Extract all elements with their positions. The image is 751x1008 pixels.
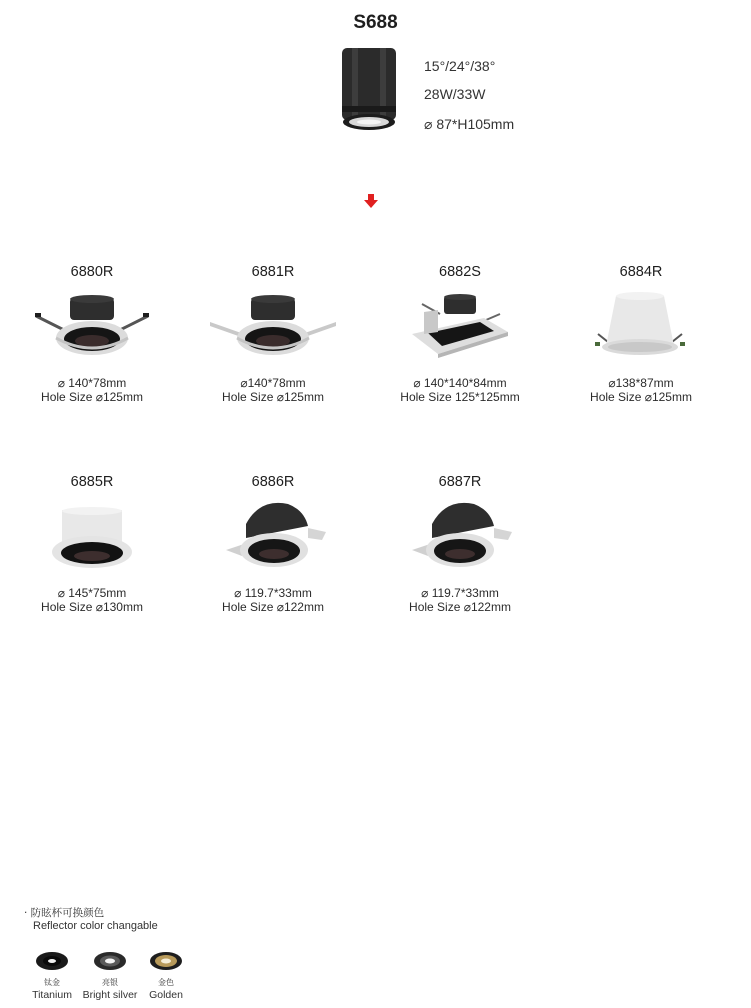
6887r-image: [410, 498, 514, 572]
6886r-image: [224, 498, 328, 572]
6881r-hole-size: Hole Size ⌀125mm: [222, 390, 324, 404]
6886r-dimensions: ⌀ 119.7*33mm: [234, 586, 312, 600]
swatch-bright-silver-cn: 亮银: [102, 978, 118, 987]
6880r-image: [32, 294, 152, 358]
6885r-image: [48, 506, 136, 570]
bright-silver-reflector-icon: [93, 951, 127, 971]
6882s-image: [410, 292, 510, 358]
beam-angle-spec: 15°/24°/38°: [424, 58, 496, 74]
reflector-note-cn: · 防眩杯可换颜色: [24, 907, 105, 919]
golden-reflector-icon: [149, 951, 183, 971]
6887r-hole-size: Hole Size ⌀122mm: [409, 600, 511, 614]
6882s-hole-size: Hole Size 125*125mm: [400, 390, 520, 404]
6885r-hole-size: Hole Size ⌀130mm: [41, 600, 143, 614]
arrow-down-icon: [363, 193, 379, 209]
6882s-dimensions: ⌀ 140*140*84mm: [413, 376, 507, 390]
model-6882s-label: 6882S: [439, 264, 481, 280]
size-spec: ⌀ 87*H105mm: [424, 116, 515, 132]
6880r-dimensions: ⌀ 140*78mm: [57, 376, 127, 390]
6886r-hole-size: Hole Size ⌀122mm: [222, 600, 324, 614]
6880r-hole-size: Hole Size ⌀125mm: [41, 390, 143, 404]
model-6886r-label: 6886R: [251, 474, 295, 490]
6884r-hole-size: Hole Size ⌀125mm: [590, 390, 692, 404]
6884r-dimensions: ⌀138*87mm: [608, 376, 674, 390]
swatch-bright-silver-en: Bright silver: [82, 989, 138, 1001]
wattage-spec: 28W/33W: [424, 86, 486, 102]
swatch-titanium-cn: 钛金: [44, 978, 60, 987]
model-6885r-label: 6885R: [70, 474, 114, 490]
swatch-titanium-en: Titanium: [32, 989, 72, 1001]
swatch-golden-en: Golden: [149, 989, 183, 1001]
6887r-dimensions: ⌀ 119.7*33mm: [421, 586, 499, 600]
swatch-golden: [131, 951, 201, 1001]
s688-module-image: [338, 46, 400, 134]
model-6887r-label: 6887R: [438, 474, 482, 490]
swatch-golden-cn: 金色: [158, 978, 174, 987]
product-title: S688: [353, 12, 398, 33]
model-6884r-label: 6884R: [619, 264, 663, 280]
model-6881r-label: 6881R: [251, 264, 295, 280]
reflector-note-en: Reflector color changable: [33, 920, 158, 932]
6885r-dimensions: ⌀ 145*75mm: [57, 586, 127, 600]
6881r-image: [208, 294, 338, 358]
6881r-dimensions: ⌀140*78mm: [240, 376, 306, 390]
model-6880r-label: 6880R: [70, 264, 114, 280]
6884r-image: [592, 290, 688, 358]
titanium-reflector-icon: [35, 951, 69, 971]
